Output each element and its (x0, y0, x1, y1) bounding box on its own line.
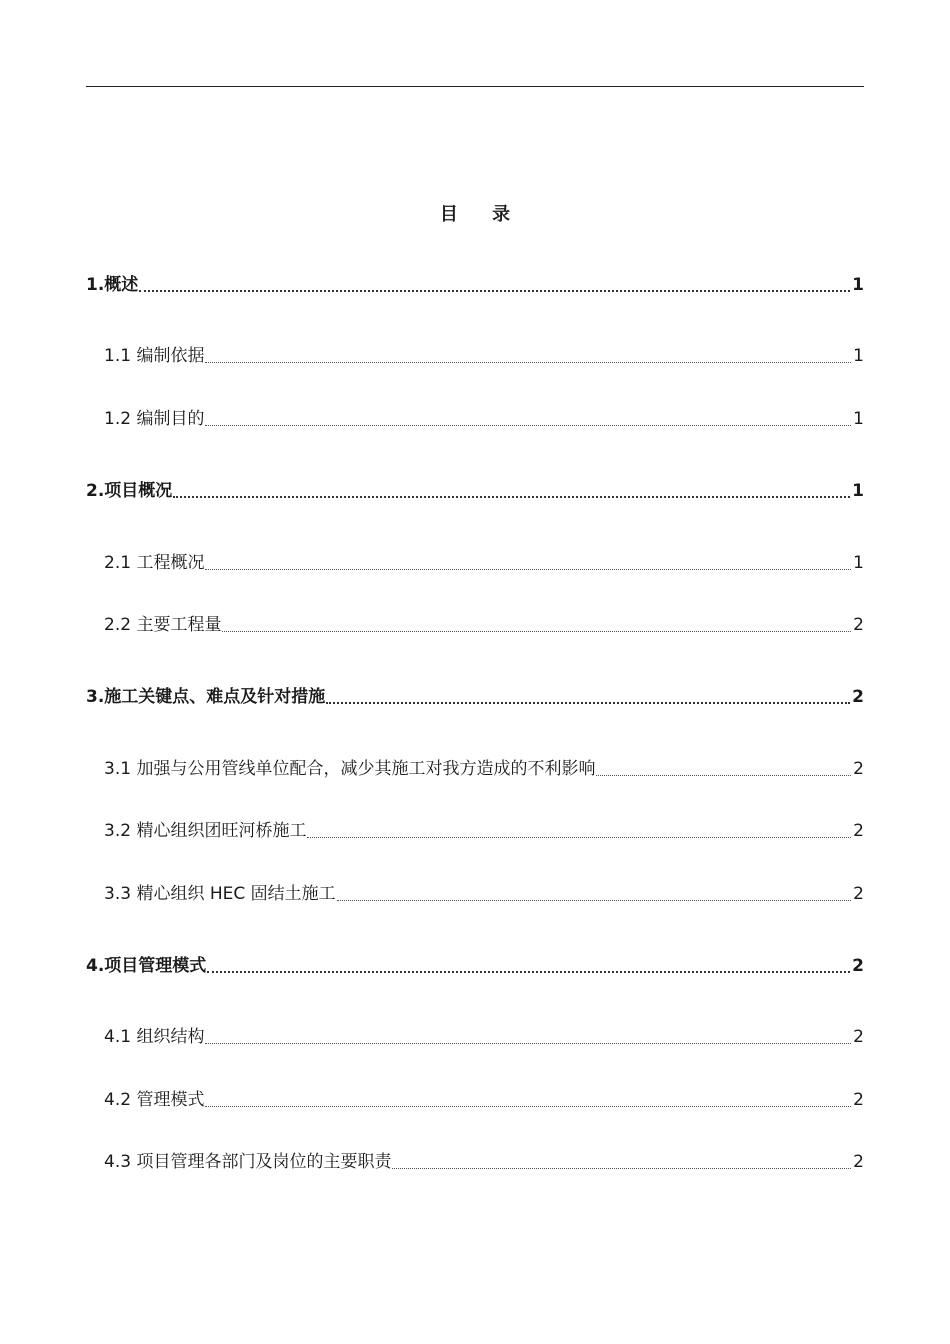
toc-entry-label: 2.2 主要工程量 (104, 615, 222, 635)
toc-entry-3-3[interactable] (86, 881, 864, 907)
toc-list (86, 0, 864, 1344)
toc-dot-leader (139, 290, 850, 292)
toc-entry-4-2[interactable] (86, 1087, 864, 1113)
toc-entry-page: 2 (853, 1027, 864, 1047)
toc-entry-4-1[interactable] (86, 1024, 864, 1050)
toc-entry-page: 2 (852, 956, 864, 976)
toc-dot-leader (205, 1106, 851, 1107)
toc-entry-page: 2 (853, 1090, 864, 1110)
toc-entry-page: 1 (852, 481, 864, 501)
toc-entry-page: 1 (853, 346, 864, 366)
toc-entry-1[interactable] (86, 272, 864, 298)
toc-entry-2[interactable] (86, 478, 864, 504)
toc-entry-label: 1.概述 (86, 275, 139, 295)
toc-entry-page: 2 (853, 1152, 864, 1172)
toc-dot-leader (307, 837, 851, 838)
toc-dot-leader (205, 362, 851, 363)
toc-entry-page: 1 (853, 553, 864, 573)
toc-dot-leader (337, 900, 852, 901)
toc-entry-1-1[interactable] (86, 343, 864, 369)
toc-entry-label: 2.1 工程概况 (104, 553, 205, 573)
toc-dot-leader (173, 496, 850, 498)
toc-entry-2-2[interactable] (86, 612, 864, 638)
toc-dot-leader (207, 971, 850, 973)
toc-entry-label: 3.3 精心组织 HEC 固结土施工 (104, 884, 336, 904)
toc-entry-label: 1.1 编制依据 (104, 346, 205, 366)
toc-dot-leader (222, 631, 851, 632)
toc-entry-3[interactable] (86, 684, 864, 710)
toc-entry-label: 3.1 加强与公用管线单位配合，减少其施工对我方造成的不利影响 (104, 759, 596, 779)
toc-entry-label: 3.2 精心组织团旺河桥施工 (104, 821, 307, 841)
toc-dot-leader (205, 425, 851, 426)
toc-entry-3-1[interactable] (86, 756, 864, 782)
toc-entry-label: 2.项目概况 (86, 481, 173, 501)
toc-entry-label: 4.项目管理模式 (86, 956, 207, 976)
toc-entry-label: 4.1 组织结构 (104, 1027, 205, 1047)
toc-entry-4[interactable] (86, 953, 864, 979)
toc-title: 目 录 (439, 204, 525, 225)
toc-dot-leader (326, 702, 850, 704)
toc-entry-page: 1 (852, 275, 864, 295)
toc-dot-leader (596, 775, 851, 776)
toc-entry-page: 2 (853, 821, 864, 841)
toc-entry-label: 3.施工关键点、难点及针对措施 (86, 687, 326, 707)
toc-entry-label: 1.2 编制目的 (104, 409, 205, 429)
toc-entry-2-1[interactable] (86, 550, 864, 576)
toc-dot-leader (205, 1043, 851, 1044)
toc-entry-label: 4.2 管理模式 (104, 1090, 205, 1110)
toc-entry-4-3[interactable] (86, 1149, 864, 1175)
toc-entry-page: 2 (853, 615, 864, 635)
toc-dot-leader (392, 1168, 851, 1169)
toc-entry-page: 1 (853, 409, 864, 429)
toc-entry-1-2[interactable] (86, 406, 864, 432)
toc-entry-page: 2 (853, 884, 864, 904)
toc-dot-leader (205, 569, 851, 570)
toc-entry-page: 2 (853, 759, 864, 779)
toc-entry-label: 4.3 项目管理各部门及岗位的主要职责 (104, 1152, 392, 1172)
toc-entry-3-2[interactable] (86, 818, 864, 844)
toc-entry-page: 2 (852, 687, 864, 707)
